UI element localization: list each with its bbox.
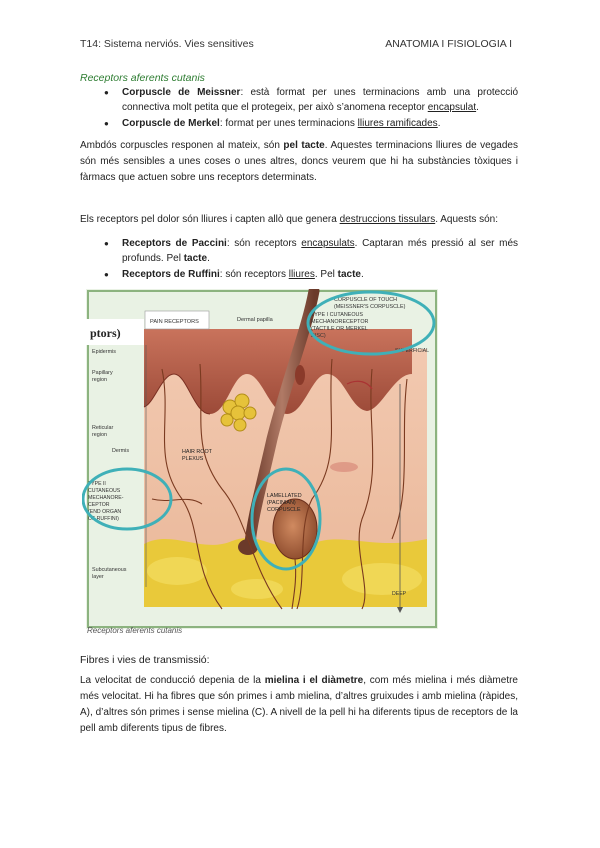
- receptors-list-2: [80, 236, 518, 283]
- label-merkel-1: TYPE I CUTANEOUS: [311, 312, 364, 318]
- paccini-mid: . Captaran més pressió al ser més profunds. Pel: [122, 238, 519, 264]
- label-reticular-2: region: [92, 432, 107, 438]
- label-ruffini-2: CUTANEOUS: [88, 488, 121, 494]
- list-item-merkel: [80, 116, 518, 131]
- label-touch-2: (MEISSNER'S CORPUSCLE): [334, 304, 406, 310]
- para2-c: . Aquests són:: [435, 214, 499, 225]
- paccini-bold2: tacte: [183, 253, 208, 264]
- label-superficial: SUPERFICIAL: [395, 348, 430, 354]
- meissner-underline: encapsulat: [427, 102, 477, 113]
- label-subcutaneous-1: Subcutaneous: [92, 567, 127, 573]
- para3-c: , com més mielina i més diàmetre més velocitat. Hi ha fibres que són primes i amb mielina, d’altres gruixudes i amb mielina (ràpides, A), d’altres són primes i sense mielina (C). A nivell de la pell hi ha diferents tipus de receptors de la pell amb diferents tipus de fibres.: [80, 675, 518, 734]
- list-item-paccini: [80, 236, 518, 266]
- meissner-text: : està format per unes terminacions amb una protecció connectiva molt petita que el protegeix, per això s’anomena receptor: [122, 87, 518, 113]
- merkel-end: .: [437, 118, 441, 129]
- label-papillary-1: Papillary: [92, 370, 113, 376]
- meissner-end: .: [476, 102, 479, 113]
- label-touch-1: CORPUSCLE OF TOUCH: [334, 297, 398, 303]
- header-chapter-title: T14: Sistema nerviós. Vies sensitives: [80, 38, 254, 50]
- label-plexus-2: PLEXUS: [182, 456, 204, 462]
- section-title: Receptors aferents cutanis: [80, 72, 205, 84]
- para2-underline: destruccions tissulars: [339, 214, 436, 225]
- label-plexus-1: HAIR ROOT: [182, 449, 212, 455]
- para1-c: . Aquestes terminacions lliures de vegades són més sensibles a unes coses o unes altres, doncs veurem que hi ha substàncies tòxiques i fàrmacs que actuen sobre uns receptors determinats.: [80, 140, 518, 183]
- meissner-term: Corpuscle de Meissner: [122, 87, 241, 98]
- fat-globule: [342, 563, 422, 595]
- label-merkel-2: MECHANORECEPTOR: [311, 319, 369, 325]
- header-course-title: ANATOMIA I FISIOLOGIA I: [385, 38, 512, 50]
- subheading-fibres: Fibres i vies de transmissió:: [80, 654, 210, 666]
- label-pain-receptors: PAIN RECEPTORS: [150, 319, 199, 325]
- merkel-underline: lliures ramificades: [357, 118, 438, 129]
- fat-globule: [147, 557, 207, 585]
- label-ruffini-5: (END ORGAN: [88, 509, 122, 515]
- label-pacinian-1: LAMELLATED: [267, 493, 302, 499]
- skin-section-illustration: [82, 289, 440, 629]
- paragraph-pain: [80, 212, 518, 228]
- ruffini-end: .: [361, 269, 364, 280]
- label-dermal-papilla: Dermal papilla: [237, 317, 273, 323]
- label-pacinian-3: CORPUSCLE: [267, 507, 301, 513]
- figure-title-fragment: ptors): [90, 326, 121, 340]
- paccini-term: Receptors de Paccini: [122, 238, 227, 249]
- ruffini-underline: lliures: [288, 269, 315, 280]
- merkel-disc: [295, 365, 305, 385]
- list-item-ruffini: [80, 267, 518, 282]
- label-subcutaneous-2: layer: [92, 574, 104, 580]
- paccini-end: .: [207, 253, 210, 264]
- fat-globule: [231, 579, 283, 599]
- label-ruffini-3: MECHANORE-: [88, 495, 124, 501]
- para3-bold: mielina i el diàmetre: [264, 675, 364, 686]
- paccini-underline: encapsulats: [301, 238, 355, 249]
- list-item-meissner: [80, 85, 518, 115]
- ruffini-term: Receptors de Ruffini: [122, 269, 220, 280]
- label-ruffini-6: OF RUFFINI): [88, 516, 119, 522]
- label-merkel-3: (TACTILE OR MERKEL: [311, 326, 368, 332]
- para1-bold: pel tacte: [283, 140, 325, 151]
- para2-a: Els receptors pel dolor són lliures i capten allò que genera: [80, 214, 340, 225]
- label-deep: DEEP: [392, 591, 407, 597]
- blood-vessel: [330, 462, 358, 472]
- paccini-text: : són receptors: [226, 238, 302, 249]
- label-papillary-2: region: [92, 377, 107, 383]
- figure-caption: Receptors aferents cutanis: [87, 626, 183, 635]
- skin-receptors-figure: [82, 289, 440, 629]
- label-ruffini-1: TYPE II: [88, 481, 106, 487]
- label-reticular-1: Reticular: [92, 425, 114, 431]
- label-epidermis: Epidermis: [92, 349, 116, 355]
- label-ruffini-4: CEPTOR: [88, 502, 110, 508]
- merkel-text: : format per unes terminacions: [219, 118, 358, 129]
- para1-a: Ambdós corpuscles responen al mateix, són: [80, 140, 284, 151]
- ruffini-mid: . Pel: [314, 269, 338, 280]
- label-dermis: Dermis: [112, 448, 130, 454]
- label-merkel-4: DISC): [311, 333, 326, 339]
- para3-a: La velocitat de conducció depenia de la: [80, 675, 265, 686]
- label-pacinian-2: (PACINIAN): [267, 500, 296, 506]
- merkel-term: Corpuscle de Merkel: [122, 118, 220, 129]
- ruffini-bold2: tacte: [337, 269, 361, 280]
- paragraph-corpuscles: [80, 138, 518, 186]
- ruffini-text: : són receptors: [219, 269, 289, 280]
- receptors-list-1: [80, 85, 518, 132]
- paragraph-fibres: [80, 673, 518, 737]
